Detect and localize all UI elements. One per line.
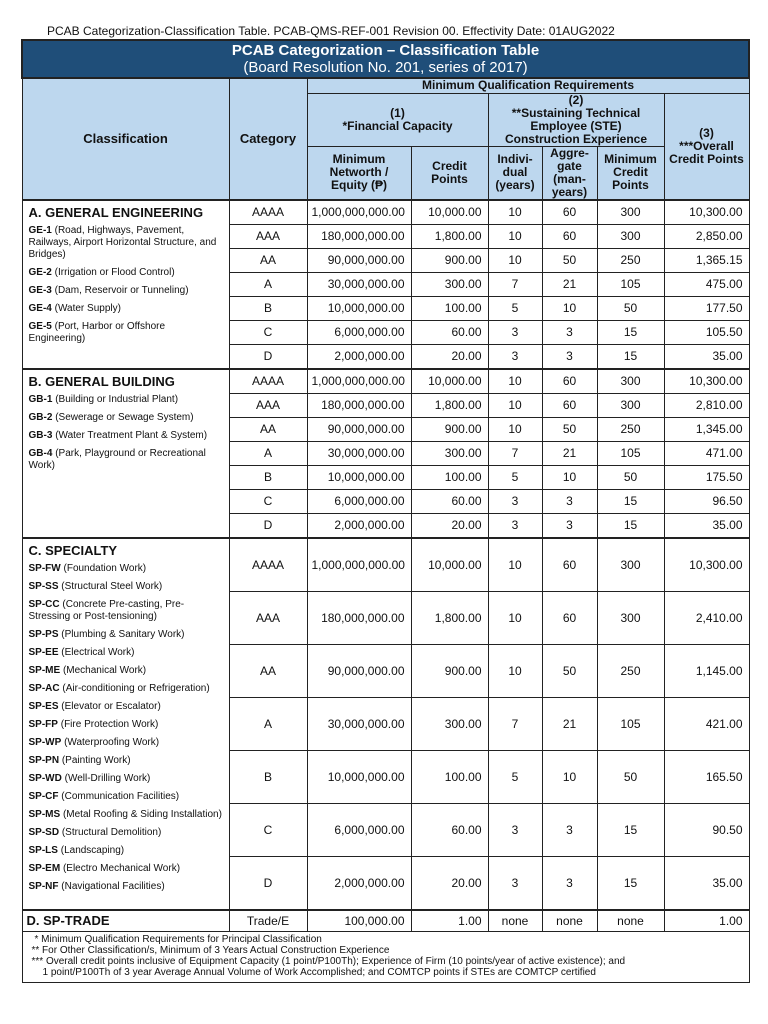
classification-table — [21, 39, 750, 983]
table-cell: 105 — [597, 697, 664, 750]
table-cell: C — [229, 803, 307, 856]
table-cell: 10 — [488, 369, 542, 394]
section-heading: A. GENERAL ENGINEERING — [28, 204, 204, 220]
table-cell: 2,810.00 — [664, 393, 749, 417]
classification-item: SP-EM (Electro Mechanical Work) — [28, 862, 181, 874]
table-cell: 60.00 — [411, 803, 488, 856]
table-cell: B — [229, 465, 307, 489]
table-cell: 50 — [542, 417, 597, 441]
table-cell: 90,000,000.00 — [307, 417, 411, 441]
classification-item: SP-FP (Fire Protection Work) — [28, 718, 159, 730]
table-cell: 3 — [542, 344, 597, 369]
table-cell: 105 — [597, 272, 664, 296]
table-cell: 20.00 — [411, 513, 488, 538]
table-cell: 7 — [488, 441, 542, 465]
table-cell: AAAA — [229, 538, 307, 592]
classification-item: SP-LS (Landscaping) — [28, 844, 125, 856]
table-cell: 10,000.00 — [411, 369, 488, 394]
classification-item: GB-2 (Sewerage or Sewage System) — [28, 411, 194, 423]
table-cell: 3 — [542, 489, 597, 513]
table-cell: 3 — [488, 489, 542, 513]
footnote: * Minimum Qualification Requirements for Principal Classification — [34, 934, 322, 945]
table-cell: D — [229, 344, 307, 369]
table-cell: 475.00 — [664, 272, 749, 296]
table-cell: 15 — [597, 856, 664, 910]
table-cell: A — [229, 697, 307, 750]
table-cell: 1,000,000,000.00 — [307, 369, 411, 394]
table-cell: 10 — [488, 200, 542, 225]
table-cell: 30,000,000.00 — [307, 272, 411, 296]
table-cell: 1,800.00 — [411, 224, 488, 248]
table-cell: 180,000,000.00 — [307, 591, 411, 644]
table-cell: 6,000,000.00 — [307, 803, 411, 856]
table-cell: 3 — [488, 320, 542, 344]
classification-item: GE-5 (Port, Harbor or Offshore Engineering) — [28, 320, 166, 344]
table-cell: 2,000,000.00 — [307, 344, 411, 369]
table-row — [22, 538, 749, 592]
table-cell: 250 — [597, 417, 664, 441]
classification-item: GB-4 (Park, Playground or Recreational Work) — [28, 447, 206, 471]
header-classification: Classification — [22, 78, 229, 200]
table-cell: 177.50 — [664, 296, 749, 320]
table-cell: 10,300.00 — [664, 200, 749, 225]
table-cell: Trade/E — [229, 910, 307, 932]
table-cell: 21 — [542, 441, 597, 465]
table-cell: 90.50 — [664, 803, 749, 856]
table-cell: 3 — [488, 344, 542, 369]
classification-item: SP-WP (Waterproofing Work) — [28, 736, 160, 748]
table-cell: 3 — [542, 513, 597, 538]
table-cell: 3 — [488, 513, 542, 538]
table-cell: 60 — [542, 591, 597, 644]
table-cell: 2,000,000.00 — [307, 513, 411, 538]
classification-cell — [22, 200, 229, 369]
table-cell: 100.00 — [411, 465, 488, 489]
classification-item: SP-ME (Mechanical Work) — [28, 664, 147, 676]
table-cell: 10 — [542, 296, 597, 320]
table-cell: 7 — [488, 272, 542, 296]
table-cell: 15 — [597, 803, 664, 856]
table-row — [22, 369, 749, 394]
table-cell: AAA — [229, 224, 307, 248]
table-cell: 100.00 — [411, 750, 488, 803]
table-cell: 10 — [542, 750, 597, 803]
table-cell: A — [229, 272, 307, 296]
table-cell: 7 — [488, 697, 542, 750]
table-cell: 50 — [597, 750, 664, 803]
table-cell: 10 — [488, 248, 542, 272]
table-cell: 1,145.00 — [664, 644, 749, 697]
table-cell: 105 — [597, 441, 664, 465]
table-cell: 1.00 — [664, 910, 749, 932]
header-networth: Minimum Networth / Equity (₱) — [307, 146, 411, 200]
table-cell: 100,000.00 — [307, 910, 411, 932]
table-cell: 1.00 — [411, 910, 488, 932]
table-cell: 50 — [597, 465, 664, 489]
table-cell: 300.00 — [411, 697, 488, 750]
classification-item: GB-1 (Building or Industrial Plant) — [28, 393, 179, 405]
table-cell: 3 — [488, 856, 542, 910]
table-cell: 2,000,000.00 — [307, 856, 411, 910]
table-cell: AAAA — [229, 369, 307, 394]
header-credit: Credit Points — [411, 146, 488, 200]
table-cell: 10 — [488, 224, 542, 248]
table-cell: 300 — [597, 369, 664, 394]
table-cell: 60 — [542, 393, 597, 417]
footnote: ** For Other Classification/s, Minimum of 3 Years Actual Construction Experience — [31, 945, 390, 956]
table-cell: 50 — [542, 644, 597, 697]
table-cell: 60.00 — [411, 320, 488, 344]
header-financial: (1) *Financial Capacity — [307, 93, 488, 146]
table-cell: 300 — [597, 200, 664, 225]
table-cell: 35.00 — [664, 513, 749, 538]
table-cell: D — [229, 856, 307, 910]
section-heading: D. SP-TRADE — [22, 910, 229, 932]
table-cell: AA — [229, 644, 307, 697]
classification-cell — [22, 369, 229, 538]
table-title: PCAB Categorization – Classification Table (Board Resolution No. 201, series of 2017) — [22, 40, 749, 78]
table-cell: 10,000,000.00 — [307, 296, 411, 320]
header-ste: (2) **Sustaining Technical Employee (STE) Construction Experience — [488, 93, 664, 146]
classification-item: SP-WD (Well-Drilling Work) — [28, 772, 151, 784]
table-cell: 300 — [597, 591, 664, 644]
classification-item: SP-PS (Plumbing & Sanitary Work) — [28, 628, 185, 640]
table-cell: 2,410.00 — [664, 591, 749, 644]
classification-item: SP-CC (Concrete Pre-casting, Pre-Stressing or Post-tensioning) — [28, 598, 185, 622]
classification-item: GB-3 (Water Treatment Plant & System) — [28, 429, 208, 441]
classification-item: GE-3 (Dam, Reservoir or Tunneling) — [28, 284, 189, 296]
table-cell: 50 — [597, 296, 664, 320]
table-cell: none — [488, 910, 542, 932]
table-cell: C — [229, 320, 307, 344]
table-cell: 250 — [597, 644, 664, 697]
table-cell: 90,000,000.00 — [307, 248, 411, 272]
table-cell: 300 — [597, 224, 664, 248]
table-cell: 35.00 — [664, 856, 749, 910]
footnotes — [22, 932, 749, 983]
classification-item: SP-MS (Metal Roofing & Siding Installation) — [28, 808, 222, 820]
classification-item: SP-AC (Air-conditioning or Refrigeration) — [28, 682, 210, 694]
classification-cell — [22, 538, 229, 910]
classification-item: GE-2 (Irrigation or Flood Control) — [28, 266, 175, 278]
table-cell: 10 — [542, 465, 597, 489]
table-cell: 10,000,000.00 — [307, 465, 411, 489]
table-cell: 10 — [488, 591, 542, 644]
classification-item: SP-FW (Foundation Work) — [28, 562, 147, 574]
classification-item: SP-EE (Electrical Work) — [28, 646, 135, 658]
table-cell: 60.00 — [411, 489, 488, 513]
table-cell: 10,000.00 — [411, 200, 488, 225]
table-cell: 300.00 — [411, 272, 488, 296]
table-row — [22, 200, 749, 225]
classification-item: SP-NF (Navigational Facilities) — [28, 880, 165, 892]
table-cell: 21 — [542, 697, 597, 750]
header-overall: (3) ***Overall Credit Points — [664, 93, 749, 200]
table-cell: 1,345.00 — [664, 417, 749, 441]
table-cell: 3 — [542, 856, 597, 910]
table-cell: 20.00 — [411, 856, 488, 910]
table-cell: none — [597, 910, 664, 932]
table-cell: 250 — [597, 248, 664, 272]
table-cell: 10,000,000.00 — [307, 750, 411, 803]
table-cell: 175.50 — [664, 465, 749, 489]
classification-item: SP-PN (Painting Work) — [28, 754, 131, 766]
table-cell: none — [542, 910, 597, 932]
table-cell: B — [229, 296, 307, 320]
table-cell: 421.00 — [664, 697, 749, 750]
table-cell: 165.50 — [664, 750, 749, 803]
table-cell: 30,000,000.00 — [307, 697, 411, 750]
table-cell: AA — [229, 417, 307, 441]
section-heading: B. GENERAL BUILDING — [28, 373, 175, 389]
table-cell: 2,850.00 — [664, 224, 749, 248]
table-cell: 60 — [542, 224, 597, 248]
table-cell: 10 — [488, 393, 542, 417]
classification-item: SP-SS (Structural Steel Work) — [28, 580, 163, 592]
section-heading: C. SPECIALTY — [28, 542, 118, 558]
classification-item: SP-SD (Structural Demolition) — [28, 826, 162, 838]
classification-item: SP-CF (Communication Facilities) — [28, 790, 180, 802]
table-cell: 10,000.00 — [411, 538, 488, 592]
table-cell: 60 — [542, 538, 597, 592]
table-cell: 300 — [597, 393, 664, 417]
table-cell: 1,800.00 — [411, 591, 488, 644]
table-cell: AA — [229, 248, 307, 272]
table-cell: D — [229, 513, 307, 538]
table-cell: 6,000,000.00 — [307, 489, 411, 513]
table-cell: 180,000,000.00 — [307, 393, 411, 417]
table-cell: 300.00 — [411, 441, 488, 465]
table-cell: 21 — [542, 272, 597, 296]
table-cell: 900.00 — [411, 644, 488, 697]
header-min-credit: Minimum Credit Points — [597, 146, 664, 200]
table-cell: 10 — [488, 538, 542, 592]
classification-item: SP-ES (Elevator or Escalator) — [28, 700, 161, 712]
table-cell: AAAA — [229, 200, 307, 225]
table-cell: 300 — [597, 538, 664, 592]
table-cell: 1,800.00 — [411, 393, 488, 417]
table-cell: 15 — [597, 489, 664, 513]
table-cell: 15 — [597, 344, 664, 369]
table-cell: 5 — [488, 750, 542, 803]
table-cell: 1,365.15 — [664, 248, 749, 272]
table-row-trade — [22, 910, 749, 932]
header-mqr: Minimum Qualification Requirements — [307, 78, 749, 93]
table-cell: 3 — [488, 803, 542, 856]
footnote: *** Overall credit points inclusive of Equipment Capacity (1 point/P100Th); Experience of Firm (10 points/year of active existence); and — [31, 956, 626, 967]
table-cell: 3 — [542, 320, 597, 344]
table-cell: 5 — [488, 465, 542, 489]
table-cell: A — [229, 441, 307, 465]
table-cell: 180,000,000.00 — [307, 224, 411, 248]
document-header: PCAB Categorization-Classification Table. PCAB-QMS-REF-001 Revision 00. Effectivity Date: 01AUG2022 — [47, 24, 615, 38]
table-cell: 10,300.00 — [664, 369, 749, 394]
header-individual: Indivi-dual (years) — [488, 146, 542, 200]
table-cell: C — [229, 489, 307, 513]
table-cell: 6,000,000.00 — [307, 320, 411, 344]
table-cell: 10 — [488, 644, 542, 697]
table-cell: B — [229, 750, 307, 803]
table-cell: 35.00 — [664, 344, 749, 369]
table-cell: 1,000,000,000.00 — [307, 538, 411, 592]
table-cell: 900.00 — [411, 248, 488, 272]
table-cell: 60 — [542, 200, 597, 225]
header-aggregate: Aggre-gate (man-years) — [542, 146, 597, 200]
table-cell: 900.00 — [411, 417, 488, 441]
table-cell: 105.50 — [664, 320, 749, 344]
table-cell: 15 — [597, 320, 664, 344]
table-cell: 90,000,000.00 — [307, 644, 411, 697]
table-cell: 10,300.00 — [664, 538, 749, 592]
table-cell: 15 — [597, 513, 664, 538]
classification-item: GE-1 (Road, Highways, Pavement, Railways, Airport Horizontal Structure, and Bridges) — [28, 224, 217, 260]
table-cell: 3 — [542, 803, 597, 856]
classification-item: GE-4 (Water Supply) — [28, 302, 121, 314]
table-cell: 1,000,000,000.00 — [307, 200, 411, 225]
table-cell: 100.00 — [411, 296, 488, 320]
table-cell: 20.00 — [411, 344, 488, 369]
footnote: 1 point/P100Th of 3 year Average Annual Volume of Work Accomplished; and COMTCP points if STEs are COMTCP certified — [42, 967, 596, 978]
table-cell: 5 — [488, 296, 542, 320]
header-category: Category — [229, 78, 307, 200]
table-cell: 60 — [542, 369, 597, 394]
table-cell: 10 — [488, 417, 542, 441]
table-cell: AAA — [229, 591, 307, 644]
table-cell: 471.00 — [664, 441, 749, 465]
table-cell: 96.50 — [664, 489, 749, 513]
table-cell: AAA — [229, 393, 307, 417]
table-cell: 30,000,000.00 — [307, 441, 411, 465]
table-cell: 50 — [542, 248, 597, 272]
